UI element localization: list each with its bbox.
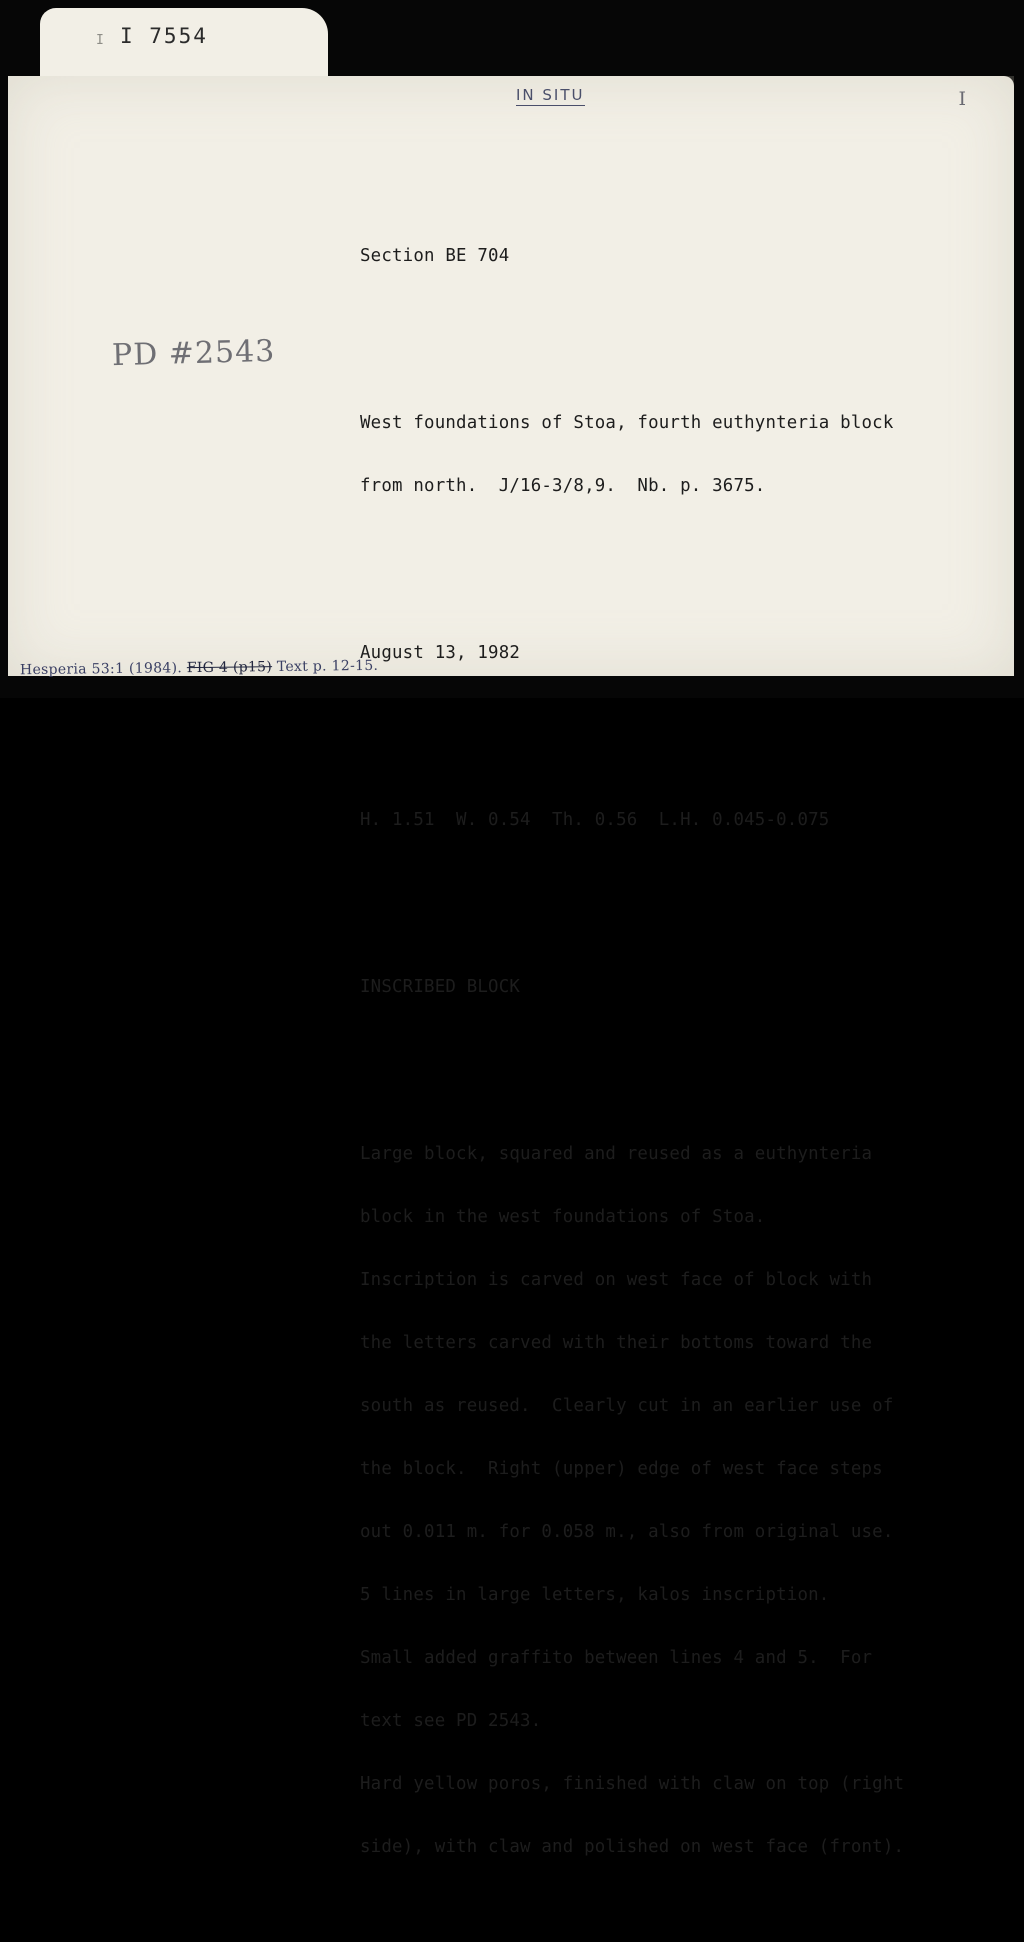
findspot-line-2: from north. J/16-3/8,9. Nb. p. 3675.	[360, 476, 766, 496]
in-situ-stamp: IN SITU	[516, 86, 585, 104]
corner-mark: I	[958, 88, 966, 110]
description-line: 5 lines in large letters, kalos inscription.	[360, 1585, 830, 1605]
measurements-line: H. 1.51 W. 0.54 Th. 0.56 L.H. 0.045-0.075	[360, 810, 830, 830]
date-line: August 13, 1982	[360, 643, 521, 663]
pd-number-value: 2543	[194, 333, 276, 371]
description-line: text see PD 2543.	[360, 1711, 542, 1731]
footnote-citation: Hesperia 53:1 (1984).	[19, 660, 183, 679]
section-block	[360, 204, 1010, 309]
footnote-figure: FIG 4 (p15)	[186, 659, 273, 677]
section-line: Section BE 704	[360, 246, 510, 266]
description-line: south as reused. Clearly cut in an earlier use of	[360, 1396, 894, 1416]
footnote-text-ref: Text p. 12-15.	[276, 657, 379, 676]
description-line: Hard yellow poros, finished with claw on top (right	[360, 1774, 905, 1794]
heading-block	[360, 935, 1010, 1040]
description-line: Small added graffito between lines 4 and 5. For	[360, 1648, 873, 1668]
findspot-block	[360, 371, 1010, 539]
measurements-block	[360, 768, 1010, 873]
description-line: the letters carved with their bottoms toward the	[360, 1333, 873, 1353]
description-line: block in the west foundations of Stoa.	[360, 1207, 766, 1227]
description-line: the block. Right (upper) edge of west face steps	[360, 1459, 883, 1479]
pd-number-annotation	[112, 334, 276, 373]
description-line: out 0.011 m. for 0.058 m., also from original use.	[360, 1522, 894, 1542]
description-line: Inscription is carved on west face of block with	[360, 1270, 873, 1290]
description-block	[360, 1102, 1010, 1900]
pd-number-prefix: PD #	[111, 335, 196, 374]
tab-prefix-mark: I	[96, 33, 104, 48]
inventory-number: I 7554	[120, 24, 208, 48]
description-line: Large block, squared and reused as a euthynteria	[360, 1144, 873, 1164]
typed-record	[360, 162, 1010, 1942]
description-line: side), with claw and polished on west face (front).	[360, 1837, 905, 1857]
findspot-line-1: West foundations of Stoa, fourth euthynteria block	[360, 413, 894, 433]
record-heading: INSCRIBED BLOCK	[360, 977, 521, 997]
date-block	[360, 601, 1010, 706]
